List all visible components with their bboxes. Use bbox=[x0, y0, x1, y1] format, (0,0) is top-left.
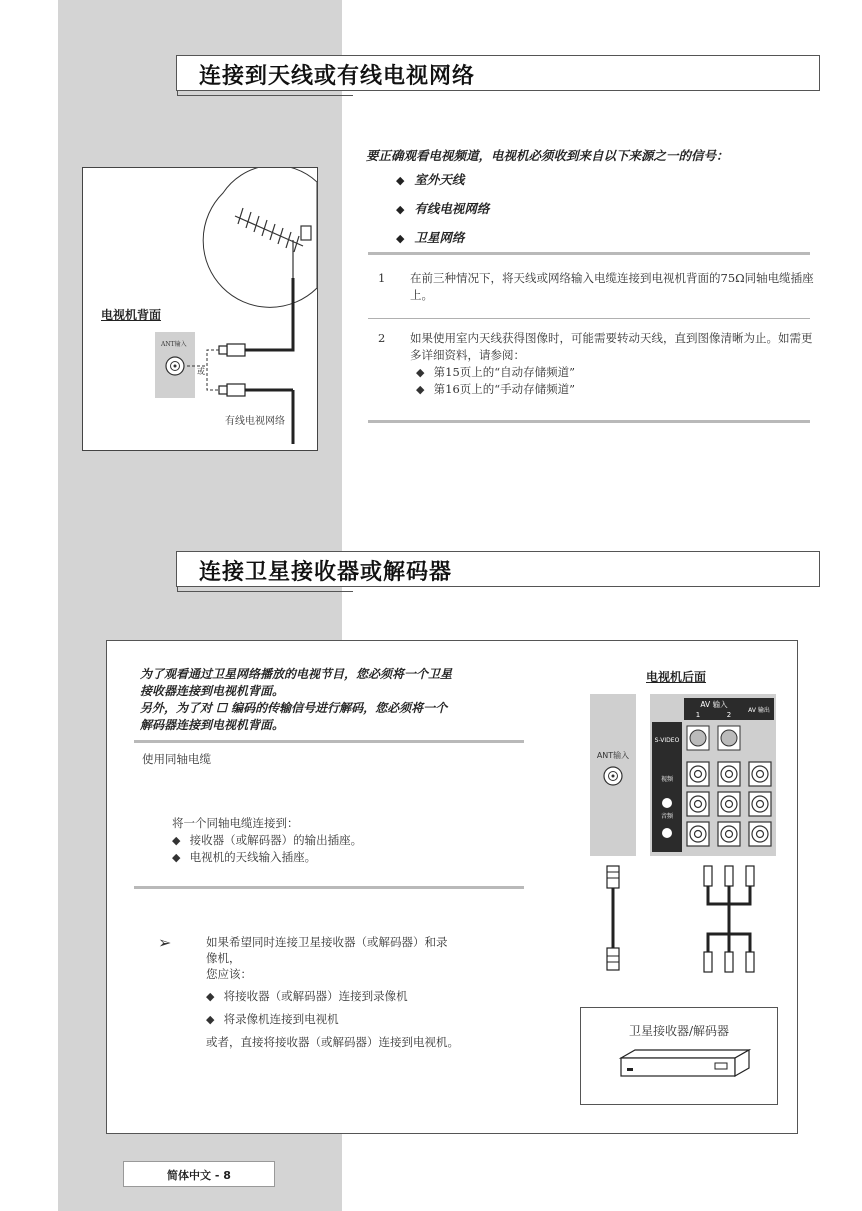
receiver-device-icon bbox=[581, 1044, 777, 1104]
divider bbox=[368, 420, 810, 423]
page-number: 简体中文 - 8 bbox=[167, 1169, 231, 1182]
diamond-bullet-icon: ◆ bbox=[416, 383, 425, 396]
cable-network-label: 有线电视网络 bbox=[225, 416, 285, 427]
intro-text: 要正确观看电视频道，电视机必须收到来自以下来源之一的信号： bbox=[366, 148, 729, 163]
divider bbox=[134, 740, 524, 743]
list-item: ◆ 电视机的天线输入插座。 bbox=[172, 850, 317, 864]
coax-heading: 使用同轴电缆 bbox=[142, 752, 211, 766]
section-title-antenna bbox=[176, 55, 820, 91]
divider bbox=[368, 252, 810, 255]
vcr-note bbox=[206, 934, 536, 1050]
list-item: ◆ 第16页上的“手动存储频道” bbox=[416, 382, 576, 396]
note-line: 如果希望同时连接卫星接收器（或解码器）和录 bbox=[206, 935, 448, 949]
step-number: 2 bbox=[378, 331, 386, 345]
diamond-bullet-icon: ◆ bbox=[396, 232, 405, 245]
rca-jack-icon bbox=[687, 762, 771, 846]
section-title-satellite bbox=[176, 551, 820, 587]
list-item: ◆ 将录像机连接到电视机 bbox=[206, 1012, 339, 1026]
av-output-label: AV 输出 bbox=[748, 707, 770, 714]
reference-list bbox=[410, 364, 818, 398]
list-item: ◆ 室外天线 bbox=[396, 172, 465, 187]
coax-instructions bbox=[172, 815, 512, 866]
av-col-1: 1 bbox=[695, 711, 701, 719]
page-footer bbox=[123, 1161, 275, 1187]
antenna-connection-figure bbox=[82, 167, 318, 451]
diamond-bullet-icon: ◆ bbox=[206, 990, 215, 1003]
coax-list bbox=[172, 832, 512, 866]
diamond-bullet-icon: ◆ bbox=[416, 366, 425, 379]
svideo-label: S-VIDEO bbox=[654, 737, 680, 744]
coax-cable-icon bbox=[607, 866, 619, 970]
step-number: 1 bbox=[378, 271, 386, 285]
step-2 bbox=[378, 330, 818, 410]
divider bbox=[368, 318, 810, 319]
or-label: 或 bbox=[197, 367, 205, 376]
diamond-bullet-icon: ◆ bbox=[172, 851, 181, 864]
tv-rear-diagram bbox=[584, 690, 784, 1030]
intro-line: 另外，为了对 ☐ 编码的传输信号进行解码，您必须将一个 bbox=[140, 701, 448, 715]
step-text: 如果使用室内天线获得图像时，可能需要转动天线，直到图像清晰为止。如需更多详细资料，请参阅： bbox=[410, 331, 813, 362]
ant-input-label: ANT输入 bbox=[596, 751, 630, 760]
diamond-bullet-icon: ◆ bbox=[172, 834, 181, 847]
diamond-bullet-icon: ◆ bbox=[396, 203, 405, 216]
tv-back-label: 电视机背面 bbox=[101, 308, 162, 322]
coax-lead: 将一个同轴电缆连接到： bbox=[172, 816, 299, 830]
step-text: 在前三种情况下，将天线或网络输入电缆连接到电视机背面的75Ω同轴电缆插座上。 bbox=[410, 271, 814, 302]
receiver-box bbox=[580, 1007, 778, 1105]
receiver-label: 卫星接收器/解码器 bbox=[628, 1024, 730, 1038]
diamond-bullet-icon: ◆ bbox=[396, 174, 405, 187]
intro-line: 接收器连接到电视机背面。 bbox=[140, 684, 285, 698]
list-item: ◆ 第15页上的“自动存储频道” bbox=[416, 365, 576, 379]
list-item: ◆ 将接收器（或解码器）连接到录像机 bbox=[206, 989, 408, 1003]
intro-line: 为了观看通过卫星网络播放的电视节目，您必须将一个卫星 bbox=[140, 667, 453, 681]
video-label: 视频 bbox=[660, 776, 674, 783]
signal-source-list bbox=[366, 170, 806, 246]
note-line: 像机， bbox=[206, 951, 241, 965]
note-line: 您应该： bbox=[206, 967, 252, 981]
note-arrow-icon: ➢ bbox=[158, 933, 172, 952]
diamond-bullet-icon: ◆ bbox=[206, 1013, 215, 1026]
divider bbox=[134, 886, 524, 889]
section-title-text: 连接到天线或有线电视网络 bbox=[199, 63, 476, 89]
list-item: ◆ 有线电视网络 bbox=[396, 201, 490, 216]
section-title-text: 连接卫星接收器或解码器 bbox=[199, 559, 453, 585]
step-1 bbox=[378, 270, 818, 310]
list-item: ◆ 卫星网络 bbox=[396, 230, 465, 245]
satellite-intro bbox=[140, 666, 540, 734]
antenna-intro bbox=[366, 146, 806, 257]
tv-rear-label: 电视机后面 bbox=[646, 670, 707, 684]
vcr-steps bbox=[206, 988, 536, 1028]
note-alternative: 或者，直接将接收器（或解码器）连接到电视机。 bbox=[206, 1035, 459, 1049]
list-item: ◆ 接收器（或解码器）的输出插座。 bbox=[172, 833, 363, 847]
av-col-2: 2 bbox=[726, 711, 732, 719]
av-input-label: AV 输入 bbox=[700, 700, 728, 709]
intro-line: 解码器连接到电视机背面。 bbox=[140, 718, 285, 732]
ant-input-label: ANT输入 bbox=[161, 341, 187, 348]
audio-label: 音频 bbox=[660, 813, 674, 820]
